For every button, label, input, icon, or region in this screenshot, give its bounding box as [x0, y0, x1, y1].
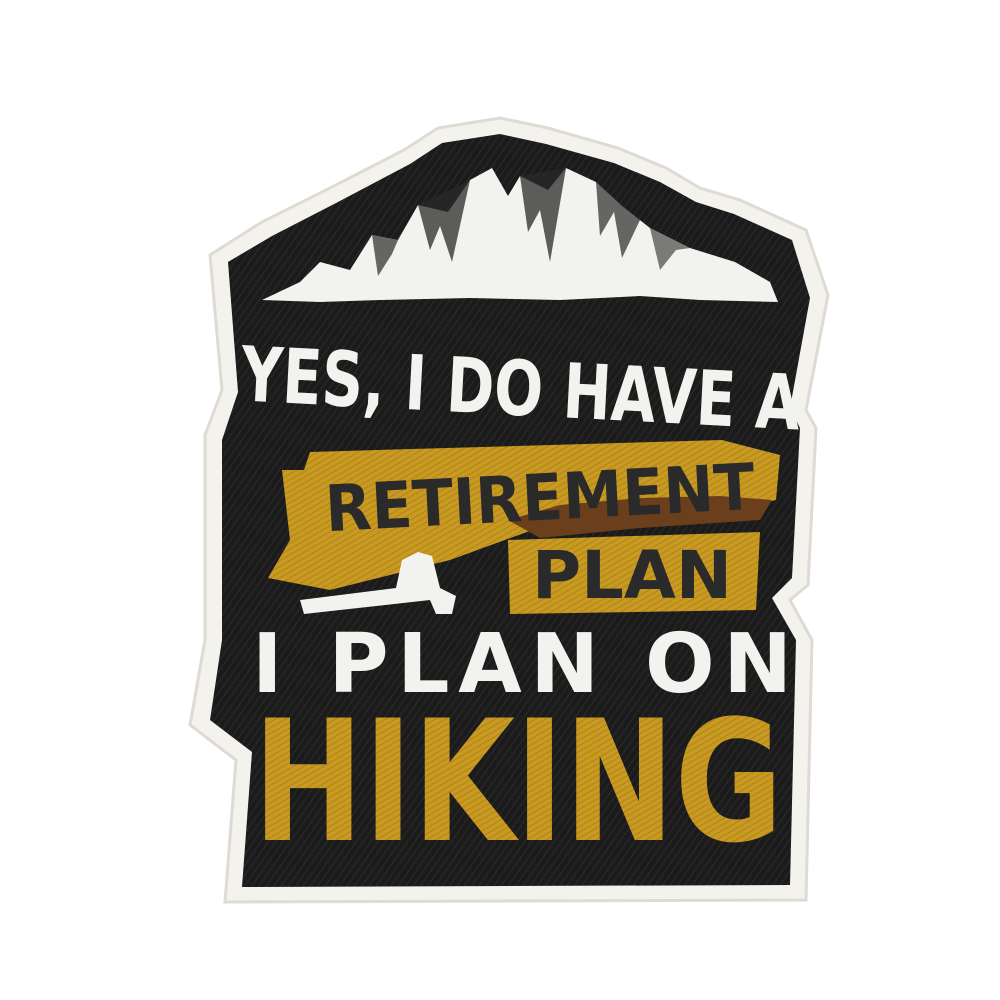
patch-line-3: PLAN	[532, 537, 732, 614]
patch-line-4: I PLAN ON	[252, 617, 792, 712]
patch-line-5: HIKING	[253, 684, 783, 880]
patch-line-2: RETIREMENT	[323, 449, 785, 548]
patch-line-1: YES, I DO HAVE A	[238, 329, 982, 457]
